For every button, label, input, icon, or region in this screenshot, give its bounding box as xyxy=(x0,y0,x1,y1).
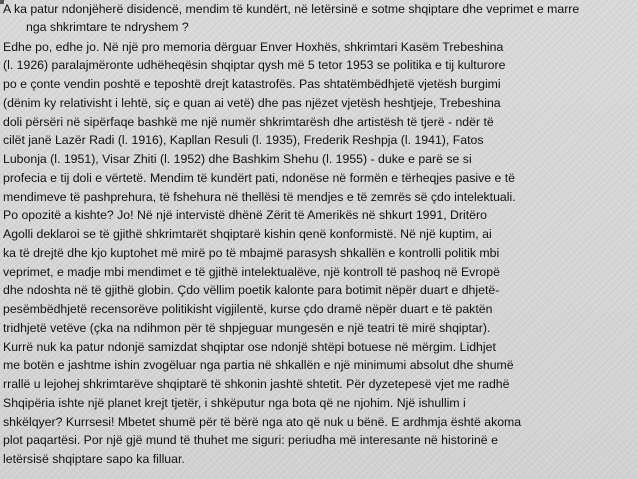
body-line: A ka patur ndonjëherë disidencë, mendim të kundërt, në letërsinë e sotme shqiptare dhe veprimet e marre xyxy=(3,2,580,16)
body-line: ka të drejtë dhe kjo kuptohet më mirë po të mbajmë parasysh shkallën e kontrolli politik mbi xyxy=(3,246,500,260)
body-line: Lubonja (l. 1951), Visar Zhiti (l. 1952) dhe Bashkim Shehu (l. 1955) - duke e parë se si xyxy=(3,152,472,166)
body-line: profecia e tij doli e vërtetë. Mendim të kundërt pati, ndonëse në formën e tërheqjes pasive e të xyxy=(3,171,515,185)
body-line: Po opozitë a kishte? Jo! Në një intervistë dhënë Zërit të Amerikës në shkurt 1991, Dritëro xyxy=(3,208,487,222)
body-line: (l. 1926) paralajmëronte udhëheqësin shqiptar qysh më 5 tetor 1953 se politika e tij kulturore xyxy=(3,58,506,72)
body-line: nga shkrimtare te ndryshem ? xyxy=(26,20,189,34)
body-line: Agolli deklaroi se të gjithë shkrimtarët shqiptarë kishin qenë konformistë. Në një kuptim, ai xyxy=(3,227,492,241)
body-line: rrallë u lejohej shkrimtarëve shqiptarë të shkonin jashtë shtetit. Për dyzetepesë vjet me radhë xyxy=(3,377,510,391)
body-line: plot paqartësi. Por një gjë mund të thuhet me siguri: periudha më interesante në historinë e xyxy=(3,433,498,447)
body-line: doli përsëri në sipërfaqe bashkë me një numër shkrimtarësh dhe artistësh të tjerë - ndër të xyxy=(3,115,494,129)
body-line: veprimet, e madje mbi mendimet e të gjithë intelektualëve, një kontroll të pashoq në Evropë xyxy=(3,265,500,279)
body-line: me botën e jashtme ishin zvogëluar nga partia në shkallën e një minimumi absolut dhe shumë xyxy=(3,358,514,372)
body-line: Kurrë nuk ka patur ndonjë samizdat shqiptar ose ndonjë shtëpi botuese në mërgim. Lidhjet xyxy=(3,340,496,354)
body-line: letërsisë shqiptare sapo ka filluar. xyxy=(3,452,185,466)
body-line: Shqipëria ishte një planet krejt tjetër, i shkëputur nga bota që ne njohim. Një ishullim i xyxy=(3,396,466,410)
body-line: pesëmbëdhjetë recensorëve politikisht vigjilentë, kurse çdo dramë nëpër duart e të paktën xyxy=(3,302,493,316)
body-line: cilët janë Lazër Radi (l. 1916), Kapllan Resuli (l. 1935), Frederik Reshpja (l. 1941), Fatos xyxy=(3,133,484,147)
body-line: po e çonte vendin poshtë e teposhtë drejt katastrofës. Pas shtatëmbëdhjetë vjetësh burgimi xyxy=(3,77,501,91)
body-line: mendimeve të pashprehura, të fshehura në thellësi të mendjes e të zemrës së çdo intelektuali. xyxy=(3,190,516,204)
body-line: (dënim ky relativisht i lehtë, siç e quan ai vetë) dhe pas njëzet vjetësh heshtjeje, Trebeshina xyxy=(3,96,501,110)
body-line: dhe ndoshta në të gjithë globin. Çdo vëllim poetik kalonte para botimit nëpër duart e dhjetë- xyxy=(3,283,500,297)
body-line: tridhjetë vetëve (çka na ndihmon për të shpjeguar mungesën e një teatri të mirë shqiptar). xyxy=(3,321,491,335)
body-line: shkëlqyer? Kurrsesi! Mbetet shumë për të bërë nga ato që nuk u bënë. E ardhmja është akoma xyxy=(3,415,522,429)
body-line: Edhe po, edhe jo. Në një pro memoria dërguar Enver Hoxhës, shkrimtari Kasëm Trebeshina xyxy=(3,40,504,54)
